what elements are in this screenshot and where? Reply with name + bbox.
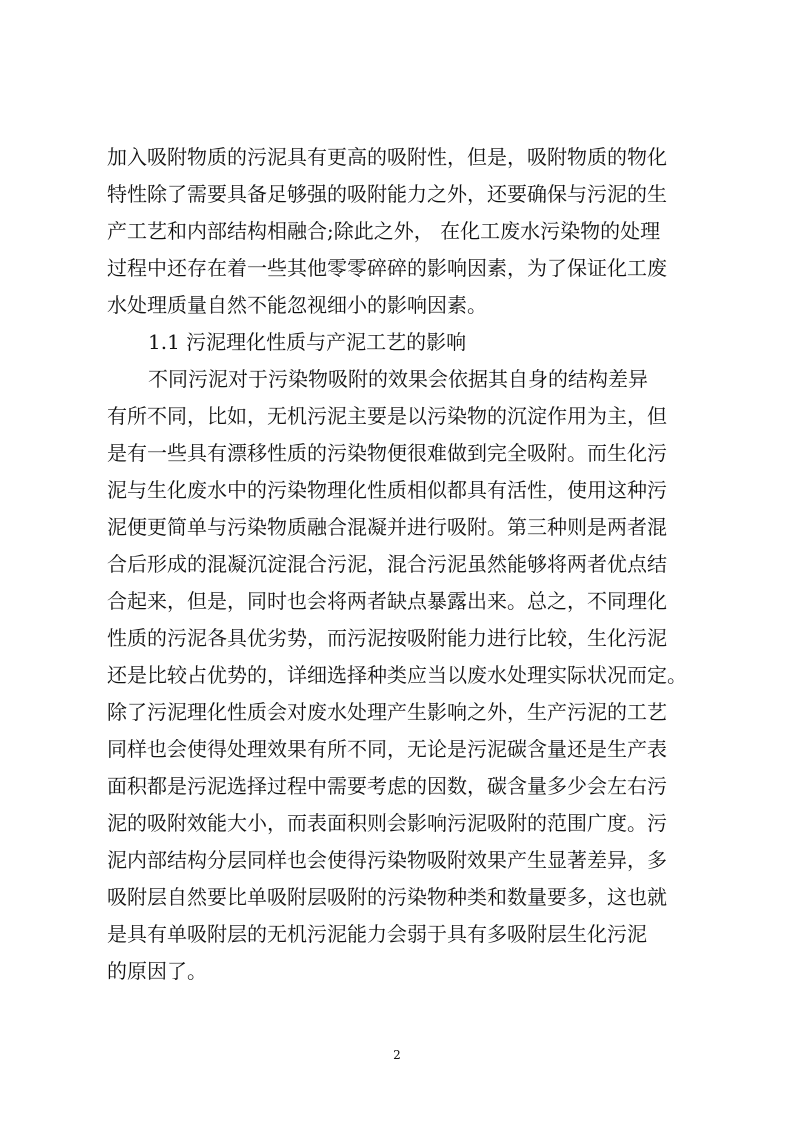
page-number: 2 bbox=[393, 1048, 401, 1062]
text-line: 过程中还存在着一些其他零零碎碎的影响因素，为了保证化工废 bbox=[107, 256, 667, 280]
text-line: 加入吸附物质的污泥具有更高的吸附性，但是，吸附物质的物化 bbox=[107, 145, 667, 169]
text-line: 特性除了需要具备足够强的吸附能力之外，还要确保与污泥的生 bbox=[107, 182, 667, 206]
text-line: 除了污泥理化性质会对废水处理产生影响之外，生产污泥的工艺 bbox=[107, 700, 667, 724]
text-line: 吸附层自然要比单吸附层吸附的污染物种类和数量要多，这也就 bbox=[107, 885, 667, 909]
text-line: 同样也会使得处理效果有所不同，无论是污泥碳含量还是生产表 bbox=[107, 737, 667, 761]
text-line: 的原因了。 bbox=[107, 959, 207, 983]
text-line: 泥与生化废水中的污染物理化性质相似都具有活性，使用这种污 bbox=[107, 478, 667, 502]
text-line: 泥内部结构分层同样也会使得污染物吸附效果产生显著差异，多 bbox=[107, 848, 667, 872]
section-heading: 1.1 污泥理化性质与产泥工艺的影响 bbox=[148, 330, 467, 354]
text-line: 是具有单吸附层的无机污泥能力会弱于具有多吸附层生化污泥 bbox=[107, 922, 647, 946]
text-line: 是有一些具有漂移性质的污染物便很难做到完全吸附。而生化污 bbox=[107, 441, 667, 465]
text-line: 还是比较占优势的，详细选择种类应当以废水处理实际状况而定。 bbox=[107, 663, 687, 687]
text-line: 不同污泥对于污染物吸附的效果会依据其自身的结构差异 bbox=[148, 367, 648, 391]
text-line: 合后形成的混凝沉淀混合污泥，混合污泥虽然能够将两者优点结 bbox=[107, 552, 667, 576]
text-line: 面积都是污泥选择过程中需要考虑的因数，碳含量多少会左右污 bbox=[107, 774, 667, 798]
text-line: 有所不同，比如，无机污泥主要是以污染物的沉淀作用为主，但 bbox=[107, 404, 667, 428]
text-line: 合起来，但是，同时也会将两者缺点暴露出来。总之，不同理化 bbox=[107, 589, 667, 613]
text-line: 产工艺和内部结构相融合;除此之外， 在化工废水污染物的处理 bbox=[107, 219, 661, 243]
text-line: 性质的污泥各具优劣势，而污泥按吸附能力进行比较，生化污泥 bbox=[107, 626, 667, 650]
text-line: 泥的吸附效能大小，而表面积则会影响污泥吸附的范围广度。污 bbox=[107, 811, 667, 835]
text-line: 水处理质量自然不能忽视细小的影响因素。 bbox=[107, 293, 487, 317]
text-line: 泥便更简单与污染物质融合混凝并进行吸附。第三种则是两者混 bbox=[107, 515, 667, 539]
